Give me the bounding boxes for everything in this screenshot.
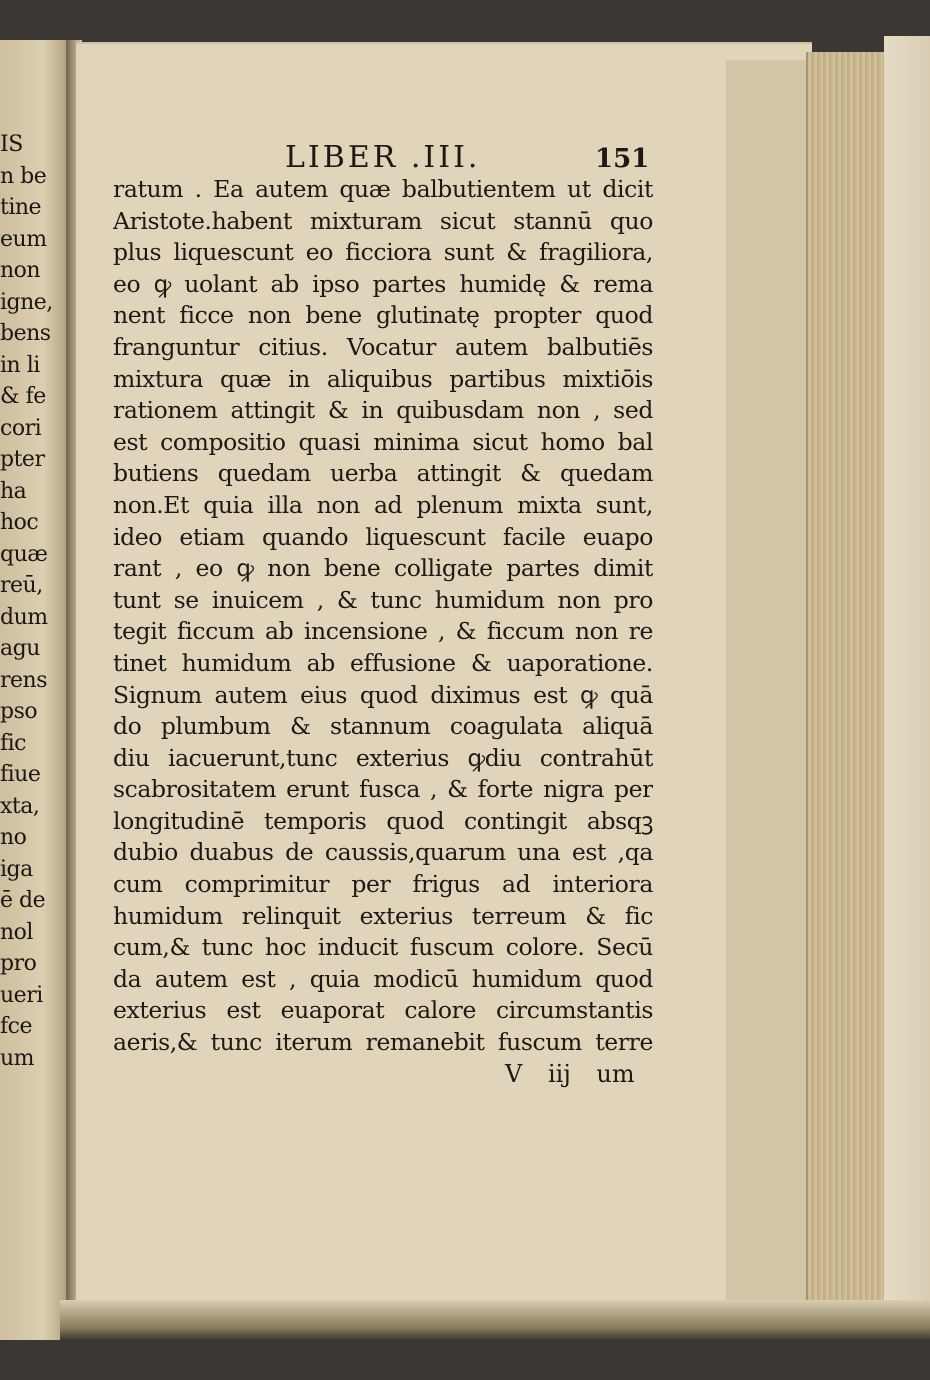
text-line: scabrositatem erunt fusca , & forte nigra per — [113, 775, 653, 804]
left-page-fragment: quæ — [0, 541, 48, 567]
text-line: da autem est , quia modicū humidum quod — [113, 964, 653, 993]
signature-line — [505, 1060, 655, 1088]
left-page-fragment: fiue — [0, 762, 41, 787]
left-page-fragment: fic — [0, 730, 26, 756]
left-page-fragment: nol — [0, 919, 33, 945]
text-line: diu iacuerunt,tunc exterius ꝙdiu contrahūt — [113, 743, 653, 772]
text-line: longitudinē temporis quod contingit absqꝫ — [113, 806, 653, 835]
left-page-fragment: xta, — [0, 793, 40, 819]
text-line: tinet humidum ab effusione & uaporatione. — [113, 648, 653, 677]
left-page-edge — [0, 40, 72, 1340]
page-edges — [806, 52, 890, 1322]
text-line: butiens quedam uerba attingit & quedam — [113, 459, 653, 488]
left-page-fragment: in li — [0, 352, 40, 378]
left-page-fragment: pso — [0, 699, 38, 724]
left-page-fragment: agu — [0, 636, 40, 661]
text-line: Signum autem eius quod diximus est ꝙ quā — [113, 680, 653, 709]
text-line: ratum . Ea autem quæ balbutientem ut dicit — [113, 175, 653, 203]
left-page-fragment: ha — [0, 478, 27, 504]
text-line: do plumbum & stannum coagulata aliquā — [113, 712, 653, 741]
text-line: nent ficce non bene glutinatę propter quod — [113, 301, 653, 330]
left-page-fragment: iga — [0, 856, 33, 882]
left-page-fragment: reū, — [0, 573, 43, 598]
book-board — [884, 36, 930, 1336]
text-line: rationem attingit & in quibusdam non , sed — [113, 396, 653, 425]
text-line: franguntur citius. Vocatur autem balbutiēs — [113, 332, 653, 361]
text-line: est compositio quasi minima sicut homo bal — [113, 427, 653, 456]
signature-mark: V iij — [505, 1060, 571, 1088]
bottom-edge — [60, 1300, 930, 1340]
left-page-fragment: pro — [0, 951, 37, 976]
left-page-fragment: dum — [0, 604, 48, 630]
text-line: tegit ficcum ab incensione , & ficcum non re — [113, 617, 653, 646]
left-page-fragment: ē de — [0, 888, 46, 913]
left-page-fragment: n be — [0, 163, 47, 189]
left-page-fragment: igne, — [0, 289, 53, 315]
left-page-fragment: no — [0, 825, 27, 850]
left-page-fragment: um — [0, 1045, 35, 1071]
left-page-fragment: ueri — [0, 982, 43, 1008]
page-number: 151 — [595, 144, 650, 174]
text-line: non.Et quia illa non ad plenum mixta sunt, — [113, 490, 653, 519]
text-line: rant , eo ꝙ non bene colligate partes dimit — [113, 554, 653, 583]
text-line: exterius est euaporat calore circumstantis — [113, 996, 653, 1025]
text-line: cum comprimitur per frigus ad interiora — [113, 870, 653, 899]
left-page-fragment: pter — [0, 447, 45, 472]
left-page-fragment: rens — [0, 667, 47, 693]
text-line: ideo etiam quando liquescunt facile euapo — [113, 522, 653, 551]
left-page-fragment: cori — [0, 415, 42, 441]
left-page-fragment: eum — [0, 226, 47, 252]
text-line: plus liquescunt eo ficciora sunt & fragiliora, — [113, 238, 653, 267]
left-page-fragment: hoc — [0, 510, 39, 535]
left-page-fragment: & fe — [0, 384, 46, 409]
text-line: Aristote.habent mixturam sicut stannū quo — [113, 206, 653, 235]
text-line: cum,& tunc hoc inducit fuscum colore. Secū — [113, 933, 653, 962]
text-line: dubio duabus de caussis,quarum una est ,qa — [113, 838, 653, 867]
text-line: eo ꝙ uolant ab ipso partes humidę & rema — [113, 269, 653, 298]
paper-strip — [726, 60, 818, 1310]
text-line: mixtura quæ in aliquibus partibus mixtiōis — [113, 364, 653, 393]
text-line: tunt se inuicem , & tunc humidum non pro — [113, 585, 653, 614]
text-line: aeris,& tunc iterum remanebit fuscum terre — [113, 1028, 653, 1057]
left-page-fragment: IS — [0, 132, 23, 157]
running-head: LIBER .III. — [285, 140, 481, 175]
left-page-fragment: non — [0, 258, 41, 283]
left-page-fragment: bens — [0, 321, 51, 346]
text-line: humidum relinquit exterius terreum & fic — [113, 901, 653, 930]
catchword: um — [596, 1060, 635, 1088]
left-page-fragment: fce — [0, 1014, 32, 1039]
left-page-fragment: tine — [0, 195, 42, 220]
main-text-block — [113, 174, 653, 1059]
